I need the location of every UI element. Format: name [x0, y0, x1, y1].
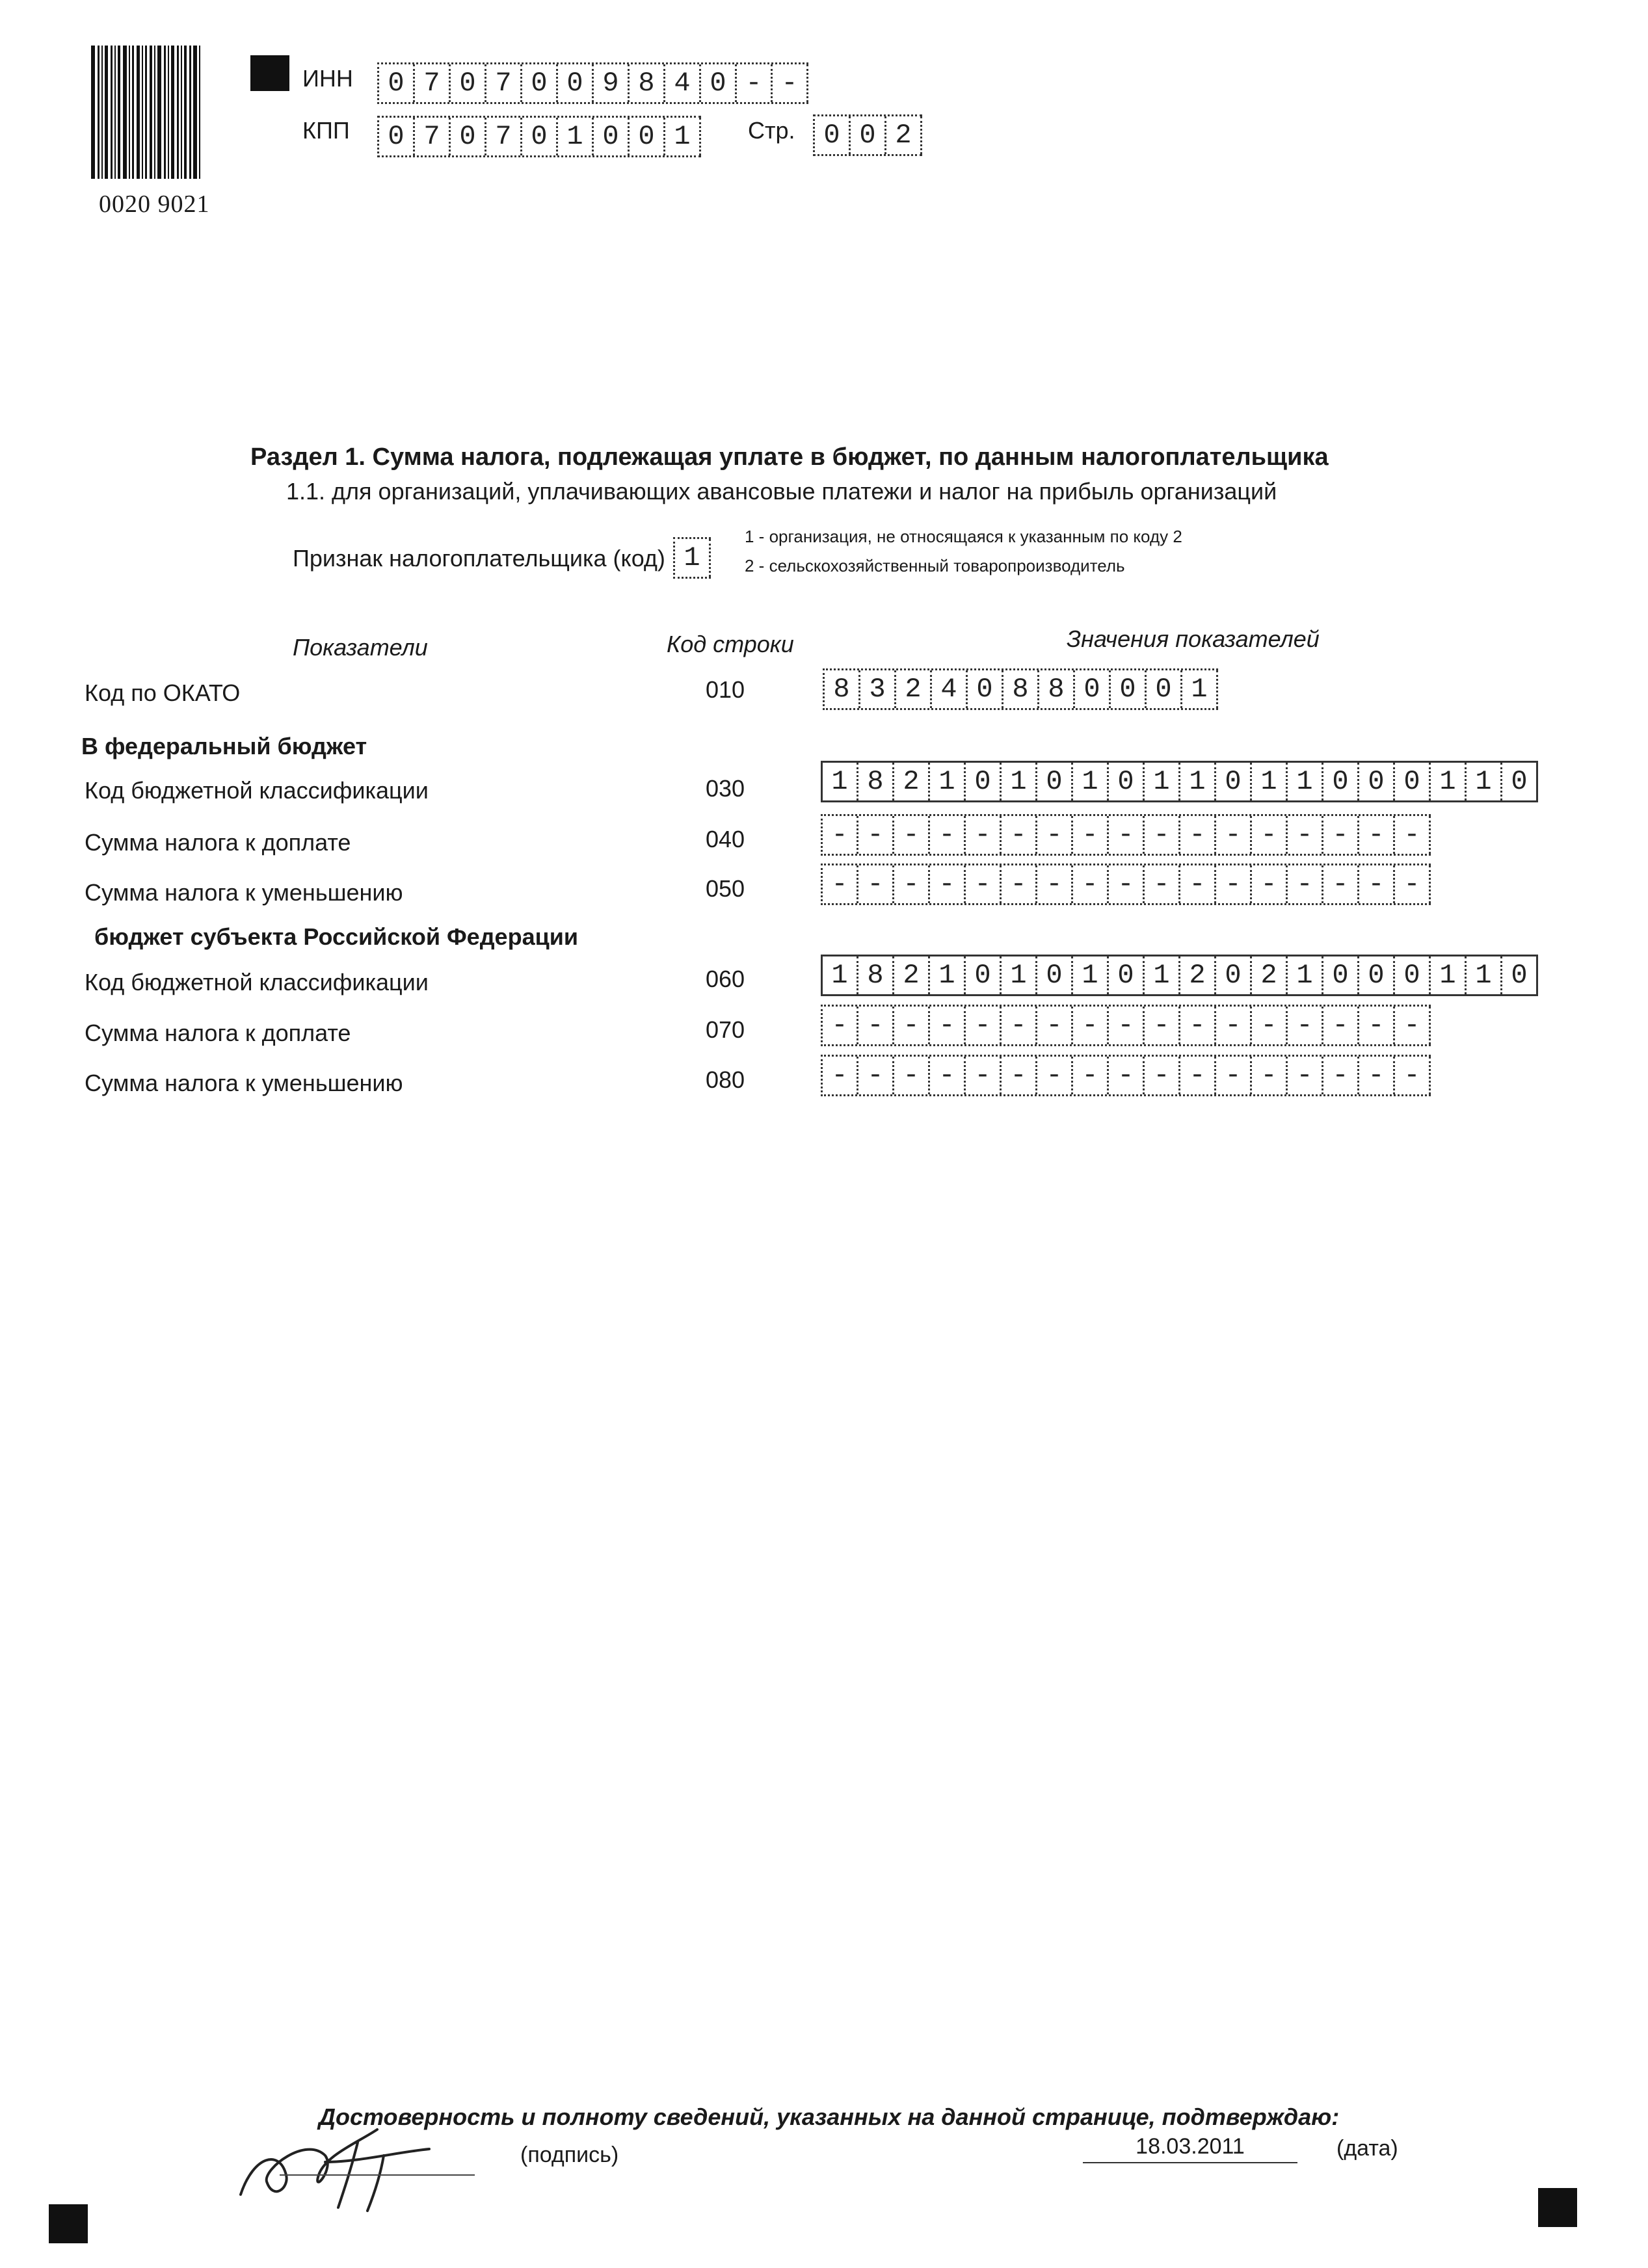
cell: 0: [1502, 763, 1538, 800]
cell: 0: [1075, 670, 1111, 708]
barcode: [91, 46, 241, 218]
cell: 7: [486, 118, 522, 155]
barcode-bar: [137, 46, 140, 179]
cell: -: [823, 1007, 858, 1044]
barcode-bar: [132, 46, 134, 179]
cell: 0: [701, 64, 737, 102]
cell: -: [1145, 865, 1180, 903]
cell: -: [1109, 816, 1145, 854]
cell: -: [773, 64, 808, 102]
reg-reduce-label: Сумма налога к уменьшению: [85, 1070, 403, 1096]
cell: -: [966, 816, 1002, 854]
cell: 0: [1109, 956, 1145, 994]
cell: -: [1180, 865, 1216, 903]
corner-marker-top: [250, 55, 289, 91]
section-subtitle: 1.1. для организаций, уплачивающих авансовые платежи и налог на прибыль организаций: [286, 478, 1277, 505]
cell: 1: [823, 956, 858, 994]
barcode-bar: [189, 46, 191, 179]
cell: 0: [1395, 956, 1431, 994]
cell: 1: [1252, 763, 1288, 800]
cell: -: [930, 1007, 966, 1044]
cell: 0: [1216, 956, 1252, 994]
cell: 8: [858, 763, 894, 800]
cell: -: [1037, 1057, 1073, 1094]
barcode-bar: [101, 46, 103, 179]
cell: 0: [1359, 763, 1395, 800]
cell: -: [858, 816, 894, 854]
signature-label: (подпись): [520, 2143, 619, 2167]
cell: -: [930, 1057, 966, 1094]
page-label: Стр.: [748, 117, 795, 144]
cell: -: [894, 1057, 930, 1094]
cell: -: [1037, 865, 1073, 903]
cell: -: [1359, 865, 1395, 903]
cell: 7: [486, 64, 522, 102]
cell: 2: [1252, 956, 1288, 994]
cell: -: [930, 816, 966, 854]
cell: -: [1323, 816, 1359, 854]
cell: -: [1252, 1057, 1288, 1094]
cell: -: [1252, 1007, 1288, 1044]
fed-reduce-code: 050: [706, 875, 745, 902]
cell: 0: [1216, 763, 1252, 800]
cell: 0: [379, 118, 415, 155]
cell: 2: [894, 956, 930, 994]
okato-code: 010: [706, 676, 745, 703]
cell: 7: [415, 64, 451, 102]
cell: 1: [1002, 763, 1037, 800]
cell: 0: [522, 64, 558, 102]
cell: 2: [896, 670, 932, 708]
cell: -: [1145, 816, 1180, 854]
cell: -: [1216, 865, 1252, 903]
inn-label: ИНН: [302, 65, 353, 92]
reg-pay-field[interactable]: [821, 1005, 1431, 1046]
barcode-bar: [150, 46, 152, 179]
cell: 1: [1002, 956, 1037, 994]
cell: 1: [1467, 956, 1502, 994]
federal-budget-heading: В федеральный бюджет: [81, 733, 367, 759]
cell: 1: [558, 118, 594, 155]
cell: 0: [1037, 763, 1073, 800]
barcode-bar: [91, 46, 95, 179]
reg-pay-label: Сумма налога к доплате: [85, 1020, 351, 1046]
cell: -: [1288, 1007, 1323, 1044]
cell: 1: [1288, 956, 1323, 994]
fed-pay-field[interactable]: [821, 814, 1431, 856]
cell: 0: [966, 763, 1002, 800]
cell: -: [823, 816, 858, 854]
cell: 2: [1180, 956, 1216, 994]
date-label: (дата): [1336, 2136, 1398, 2161]
cell: -: [1145, 1007, 1180, 1044]
cell: 0: [1111, 670, 1147, 708]
cell: 1: [1431, 956, 1467, 994]
cell: -: [1180, 816, 1216, 854]
fed-reduce-label: Сумма налога к уменьшению: [85, 879, 403, 906]
cell: 1: [1145, 763, 1180, 800]
cell: 0: [379, 64, 415, 102]
cell: 1: [1467, 763, 1502, 800]
cell: 8: [1039, 670, 1075, 708]
barcode-bar: [164, 46, 166, 179]
cell: 0: [1109, 763, 1145, 800]
cell: -: [858, 1007, 894, 1044]
cell: 3: [860, 670, 896, 708]
barcode-bar: [199, 46, 200, 179]
fed-pay-code: 040: [706, 826, 745, 852]
cell: 8: [825, 670, 860, 708]
kpp-field[interactable]: [377, 116, 701, 157]
cell: 4: [932, 670, 968, 708]
cell: -: [894, 816, 930, 854]
cell: -: [894, 1007, 930, 1044]
taxpayer-sign-option-2: 2 - сельскохозяйственный товаропроизводитель: [745, 556, 1125, 575]
cell: 1: [1288, 763, 1323, 800]
date-value[interactable]: 18.03.2011: [1083, 2134, 1297, 2163]
taxpayer-sign-field[interactable]: [673, 537, 711, 579]
fed-pay-label: Сумма налога к доплате: [85, 829, 351, 856]
cell: 1: [1180, 763, 1216, 800]
cell: -: [1288, 816, 1323, 854]
cell: 0: [558, 64, 594, 102]
cell: -: [1037, 1007, 1073, 1044]
cell: -: [1323, 1007, 1359, 1044]
fed-kbk-label: Код бюджетной классификации: [85, 777, 429, 804]
taxpayer-sign-option-1: 1 - организация, не относящаяся к указанным по коду 2: [745, 527, 1182, 546]
cell: -: [1359, 1057, 1395, 1094]
cell: 1: [675, 539, 711, 577]
barcode-bar: [177, 46, 179, 179]
barcode-bar: [193, 46, 197, 179]
cell: 0: [966, 956, 1002, 994]
barcode-bar: [114, 46, 116, 179]
cell: 0: [451, 118, 486, 155]
barcode-bar: [142, 46, 143, 179]
cell: -: [1359, 816, 1395, 854]
cell: -: [1073, 865, 1109, 903]
cell: 0: [1037, 956, 1073, 994]
cell: -: [1323, 1057, 1359, 1094]
confirm-statement: Достоверность и полноту сведений, указанных на данной странице, подтверждаю:: [319, 2103, 1340, 2130]
kpp-label: КПП: [302, 117, 350, 144]
cell: -: [1145, 1057, 1180, 1094]
corner-marker-bottom-left: [49, 2204, 88, 2243]
reg-kbk-label: Код бюджетной классификации: [85, 969, 429, 996]
cell: 0: [630, 118, 665, 155]
okato-field[interactable]: [823, 668, 1218, 710]
cell: 0: [1323, 763, 1359, 800]
barcode-bar: [111, 46, 113, 179]
cell: 1: [1145, 956, 1180, 994]
cell: -: [1395, 865, 1431, 903]
cell: -: [1216, 1057, 1252, 1094]
barcode-bar: [118, 46, 120, 179]
cell: 0: [522, 118, 558, 155]
cell: -: [1252, 865, 1288, 903]
cell: 8: [630, 64, 665, 102]
cell: 1: [1073, 956, 1109, 994]
cell: -: [966, 865, 1002, 903]
barcode-bar: [157, 46, 161, 179]
fed-reduce-field[interactable]: [821, 864, 1431, 905]
barcode-bar: [129, 46, 130, 179]
cell: -: [1288, 1057, 1323, 1094]
cell: -: [1395, 816, 1431, 854]
reg-kbk-field[interactable]: [821, 955, 1538, 996]
barcode-bar: [171, 46, 174, 179]
cell: -: [1323, 865, 1359, 903]
cell: -: [894, 865, 930, 903]
header-indicators: Показатели: [293, 634, 428, 661]
cell: 1: [823, 763, 858, 800]
cell: 1: [665, 118, 701, 155]
reg-kbk-code: 060: [706, 966, 745, 992]
cell: 0: [1147, 670, 1182, 708]
cell: -: [1073, 1057, 1109, 1094]
reg-reduce-field[interactable]: [821, 1055, 1431, 1096]
signature: [228, 2116, 501, 2214]
cell: 8: [1003, 670, 1039, 708]
cell: 1: [1073, 763, 1109, 800]
cell: 0: [451, 64, 486, 102]
cell: -: [1002, 816, 1037, 854]
cell: 0: [815, 116, 851, 154]
cell: 0: [851, 116, 886, 154]
cell: 0: [1502, 956, 1538, 994]
cell: -: [858, 865, 894, 903]
cell: -: [1252, 816, 1288, 854]
cell: 8: [858, 956, 894, 994]
cell: 1: [1431, 763, 1467, 800]
cell: 4: [665, 64, 701, 102]
cell: -: [1002, 1007, 1037, 1044]
cell: -: [1359, 1007, 1395, 1044]
barcode-bar: [181, 46, 182, 179]
cell: 0: [1323, 956, 1359, 994]
cell: -: [858, 1057, 894, 1094]
cell: -: [930, 865, 966, 903]
cell: -: [1002, 865, 1037, 903]
cell: 0: [594, 118, 630, 155]
cell: -: [823, 865, 858, 903]
cell: -: [966, 1057, 1002, 1094]
corner-marker-bottom-right: [1538, 2188, 1577, 2227]
cell: 9: [594, 64, 630, 102]
cell: 1: [1182, 670, 1218, 708]
regional-budget-heading: бюджет субъекта Российской Федерации: [94, 923, 578, 950]
cell: -: [1180, 1007, 1216, 1044]
cell: -: [1109, 865, 1145, 903]
cell: -: [1002, 1057, 1037, 1094]
barcode-bar: [98, 46, 100, 179]
cell: -: [966, 1007, 1002, 1044]
cell: -: [1216, 1007, 1252, 1044]
cell: -: [1288, 865, 1323, 903]
barcode-bar: [105, 46, 108, 179]
inn-field[interactable]: [377, 62, 808, 104]
fed-kbk-field[interactable]: [821, 761, 1538, 802]
barcode-bar: [145, 46, 147, 179]
cell: 7: [415, 118, 451, 155]
cell: -: [1395, 1007, 1431, 1044]
barcode-bar: [123, 46, 127, 179]
cell: 1: [930, 956, 966, 994]
cell: -: [1180, 1057, 1216, 1094]
okato-label: Код по ОКАТО: [85, 679, 241, 706]
barcode-bars: [91, 46, 241, 179]
cell: 0: [968, 670, 1003, 708]
barcode-bar: [168, 46, 169, 179]
cell: -: [1073, 816, 1109, 854]
barcode-bar: [154, 46, 155, 179]
barcode-bar: [184, 46, 187, 179]
cell: 2: [886, 116, 922, 154]
cell: 2: [894, 763, 930, 800]
page-number-field[interactable]: [813, 114, 922, 156]
fed-kbk-code: 030: [706, 775, 745, 802]
section-title: Раздел 1. Сумма налога, подлежащая уплате в бюджет, по данным налогоплательщика: [250, 443, 1329, 471]
cell: -: [737, 64, 773, 102]
cell: 0: [1395, 763, 1431, 800]
cell: -: [1216, 816, 1252, 854]
reg-pay-code: 070: [706, 1016, 745, 1043]
cell: -: [1109, 1007, 1145, 1044]
header-line-code: Код строки: [667, 631, 794, 657]
taxpayer-sign-label: Признак налогоплательщика (код): [293, 545, 665, 572]
cell: -: [1037, 816, 1073, 854]
cell: 0: [1359, 956, 1395, 994]
header-values: Значения показателей: [1067, 626, 1320, 652]
cell: -: [1395, 1057, 1431, 1094]
cell: 1: [930, 763, 966, 800]
cell: -: [1109, 1057, 1145, 1094]
reg-reduce-code: 080: [706, 1066, 745, 1093]
barcode-number: 0020 9021: [99, 191, 210, 218]
cell: -: [823, 1057, 858, 1094]
cell: -: [1073, 1007, 1109, 1044]
